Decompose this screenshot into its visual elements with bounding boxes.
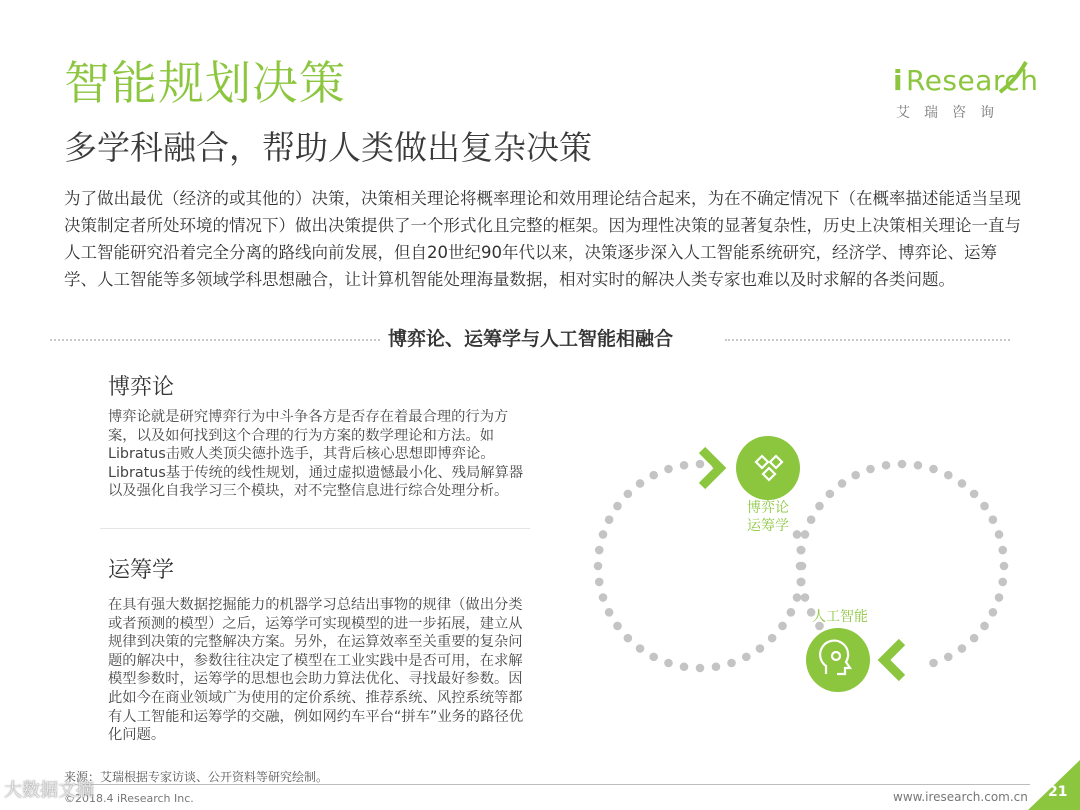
game-theory-heading: 博弈论 <box>108 375 175 400</box>
operations-research-heading: 运筹学 <box>108 558 175 583</box>
page-number: 21 <box>1048 784 1068 800</box>
ring-dot <box>605 515 614 524</box>
ring-dot <box>826 490 835 499</box>
ring-dot <box>599 593 608 602</box>
ring-dot <box>768 634 777 643</box>
ring-dot <box>664 465 673 474</box>
ring-dot <box>605 608 614 617</box>
ring-dot <box>882 461 891 470</box>
ring-dot <box>599 530 608 539</box>
logo-word: Research <box>906 64 1039 97</box>
dotted-divider-right <box>725 339 1010 341</box>
ring-dot <box>613 502 622 511</box>
ring-dot <box>680 662 689 671</box>
ring-dot <box>797 546 806 555</box>
ring-dot <box>594 562 603 571</box>
ring-dot <box>929 465 938 474</box>
section-header <box>50 322 1010 352</box>
ring-dot <box>970 490 979 499</box>
ring-dot <box>712 662 721 671</box>
ring-dot <box>696 664 705 673</box>
ring-dot <box>801 593 810 602</box>
ring-dot <box>851 471 860 480</box>
game-theory-text: 博弈论就是研究博弈行为中斗争各方是否存在着最合理的行为方案，以及如何找到这个合理的行为方案的数学理论和方法。如Libratus击败人类顶尖德扑选手，其背后核心思想即博弈论。Libratus基于传统的线性规划，通过虚拟遗憾最小化、残局解算器以及强化自我学习三个模块，对不完整信息进行综合处理分析。 <box>108 409 524 500</box>
page-title: 智能规划决策 <box>64 56 346 110</box>
ring-dot <box>664 659 673 668</box>
logo-swoosh-icon <box>998 60 1028 94</box>
infinity-loop-svg <box>590 418 1020 708</box>
ring-dot <box>636 479 645 488</box>
ring-dot <box>680 461 689 470</box>
footer-divider <box>64 784 1030 785</box>
ring-dot <box>944 471 953 480</box>
content-divider <box>100 528 530 529</box>
ring-dot <box>980 622 989 631</box>
source-note: 来源：艾瑞根据专家访谈、公开资料等研究绘制。 <box>64 770 329 784</box>
ring-dot <box>998 578 1007 587</box>
ring-dot <box>980 502 989 511</box>
fusion-diagram <box>590 418 1020 708</box>
ring-dot <box>756 644 765 653</box>
ring-dot <box>929 659 938 668</box>
ring-dot <box>787 608 796 617</box>
ring-dot <box>995 530 1004 539</box>
section-title: 博弈论、运筹学与人工智能相融合 <box>388 328 674 350</box>
watermark: 大数据文摘 <box>4 780 94 801</box>
ring-dot <box>778 622 787 631</box>
ring-dot <box>998 546 1007 555</box>
ring-dot <box>649 471 658 480</box>
ring-dot <box>793 593 802 602</box>
ring-dot <box>970 634 979 643</box>
ring-dot <box>944 653 953 662</box>
ring-dot <box>796 562 805 571</box>
ring-dot <box>807 515 816 524</box>
operations-research-text: 在具有强大数据挖掘能力的机器学习总结出事物的规律（做出分类或者预测的模型）之后，运筹学可实现模型的进一步拓展，建立从规律到决策的完整解决方案。另外，在运算效率至关重要的复杂问题的解决中，参数往往决定了模型在工业实践中是否可用，在求解模型参数时，运筹学的思想也会助力算法优化、寻找最好参数。因此如今在商业领域广为使用的定价系统、推荐系统、风控系统等都有人工智能和运筹学的交融，例如网约车平台“拼车”业务的路径优化问题。 <box>108 597 524 744</box>
ring-dot <box>1000 562 1009 571</box>
iresearch-logo <box>890 58 1039 122</box>
website-link[interactable]: www.iresearch.com.cn <box>893 790 1028 804</box>
chevron-arrow-top-icon <box>702 450 720 486</box>
ring-dot <box>797 578 806 587</box>
ring-dot <box>898 460 907 469</box>
logo-chinese: 艾瑞咨询 <box>896 105 1008 121</box>
ring-dot <box>624 634 633 643</box>
ring-dot <box>595 578 604 587</box>
ring-dot <box>989 608 998 617</box>
ring-dot <box>649 653 658 662</box>
intro-paragraph: 为了做出最优（经济的或其他的）决策，决策相关理论将概率理论和效用理论结合起来，为在不确定情况下（在概率描述能适当呈现决策制定者所处环境的情况下）做出决策提供了一个形式化且完整的框架。因为理性决策的显著复杂性，历史上决策相关理论一直与人工智能研究沿着完全分离的路线向前发展，但自20世纪90年代以来，决策逐步深入人工智能系统研究，经济学、博弈论、运筹学、人工智能等多领域学科思想融合，让计算机智能处理海量数据，相对实时的解决人类专家也难以及时求解的各类问题。 <box>64 189 1021 289</box>
dotted-divider-left <box>50 339 380 341</box>
ring-dot <box>866 465 875 474</box>
ring-dot <box>838 479 847 488</box>
ring-dot <box>742 653 751 662</box>
ring-dot <box>636 644 645 653</box>
ring-dot <box>914 461 923 470</box>
ring-dot <box>613 622 622 631</box>
ring-dot <box>595 546 604 555</box>
ring-dot <box>995 593 1004 602</box>
node-label-top-2: 运筹学 <box>747 518 789 534</box>
node-label-bottom: 人工智能 <box>812 609 868 625</box>
ring-dot <box>958 644 967 653</box>
ring-dot <box>958 479 967 488</box>
ring-dot <box>989 515 998 524</box>
ring-dot <box>801 530 810 539</box>
ring-dot <box>696 460 705 469</box>
page-subtitle: 多学科融合，帮助人类做出复杂决策 <box>64 128 592 167</box>
ring-dot <box>624 490 633 499</box>
ring-dot <box>727 659 736 668</box>
ring-dot <box>815 502 824 511</box>
logo-i: i <box>893 64 903 97</box>
chevron-arrow-bottom-icon <box>884 642 902 678</box>
ring-dot <box>793 530 802 539</box>
copyright: ©2018.4 iResearch Inc. <box>64 792 194 805</box>
node-label-top-1: 博弈论 <box>747 500 789 516</box>
